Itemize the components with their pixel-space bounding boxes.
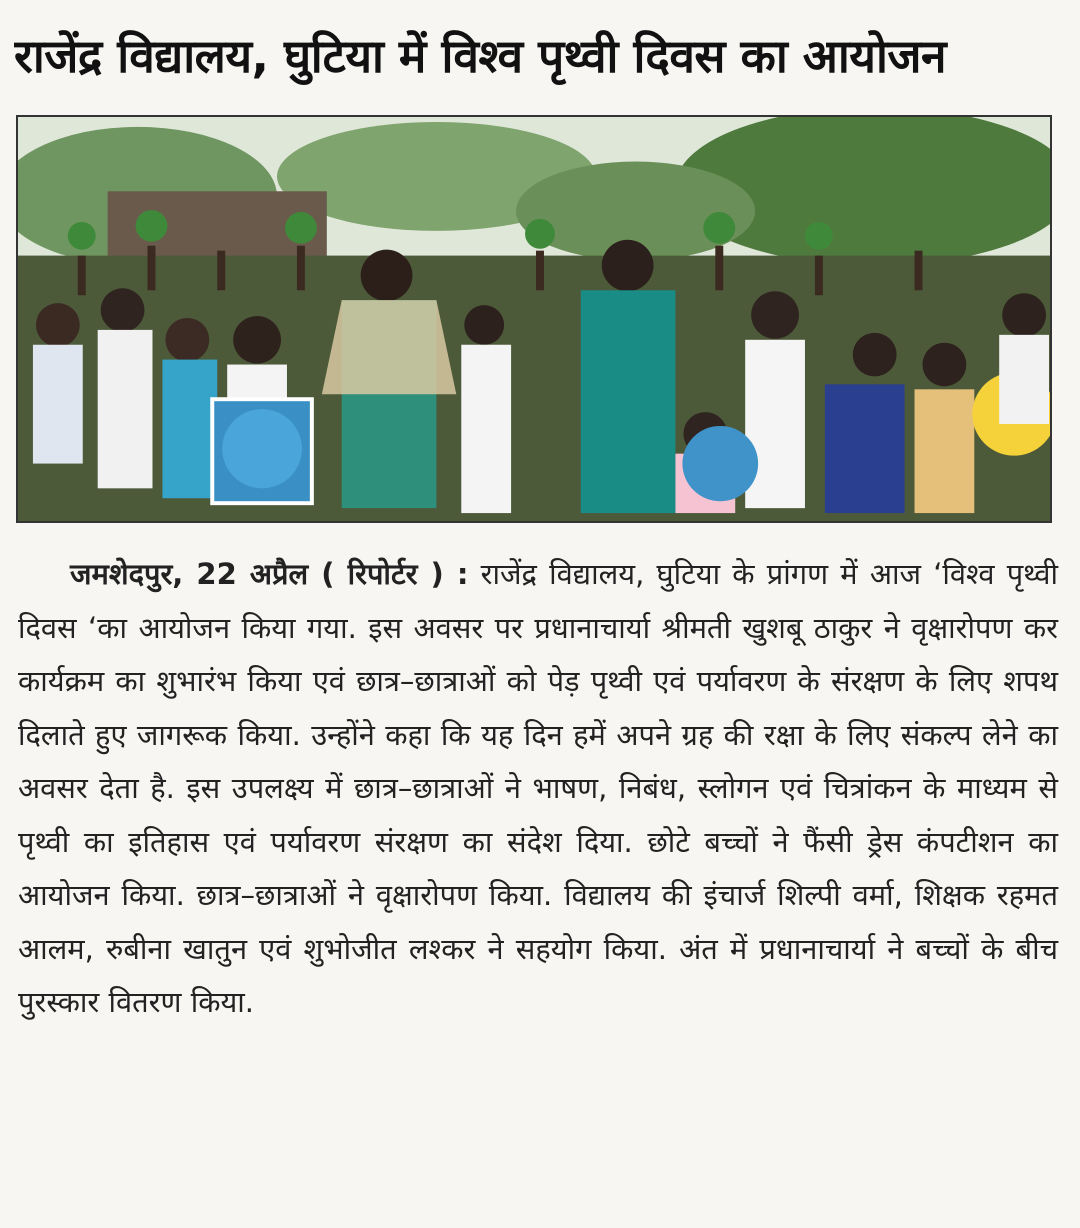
headline: राजेंद्र विद्यालय, घुटिया में विश्व पृथ्वी दिवस का आयोजन [14, 29, 947, 83]
article [18, 548, 1058, 1030]
article-paragraph [18, 548, 1058, 1030]
article-body: राजेंद्र विद्यालय, घुटिया के प्रांगण में आज ‘विश्व पृथ्वी दिवस ‘का आयोजन किया गया. इस अवसर पर प्रधानाचार्या श्रीमती खुशबू ठाकुर ने वृक्षारोपण कर कार्यक्रम का शुभारंभ किया एवं छात्र–छात्राओं को पेड़ पृथ्वी एवं पर्यावरण के संरक्षण के लिए शपथ दिलाते हुए जागरूक किया. उन्होंने कहा कि यह दिन हमें अपने ग्रह की रक्षा के लिए संकल्प लेने का अवसर देता है. इस उपलक्ष्य में छात्र–छात्राओं ने भाषण, निबंध, स्लोगन एवं चित्रांकन के माध्यम से पृथ्वी का इतिहास एवं पर्यावरण संरक्षण का संदेश दिया. छोटे बच्चों ने फैंसी ड्रेस कंपटीशन का आयोजन किया. छात्र–छात्राओं ने वृक्षारोपण किया. विद्यालय की इंचार्ज शिल्पी वर्मा, शिक्षक रहमत आलम, रुबीना खातुन एवं शुभोजीत लश्कर ने सहयोग किया. अंत में प्रधानाचार्या ने बच्चों के बीच पुरस्कार वितरण किया. [18, 557, 1059, 1019]
dateline: जमशेदपुर, 22 अप्रैल ( रिपोर्टर ) : [70, 557, 469, 591]
news-photo [16, 115, 1052, 523]
news-photo-icon [18, 117, 1050, 521]
